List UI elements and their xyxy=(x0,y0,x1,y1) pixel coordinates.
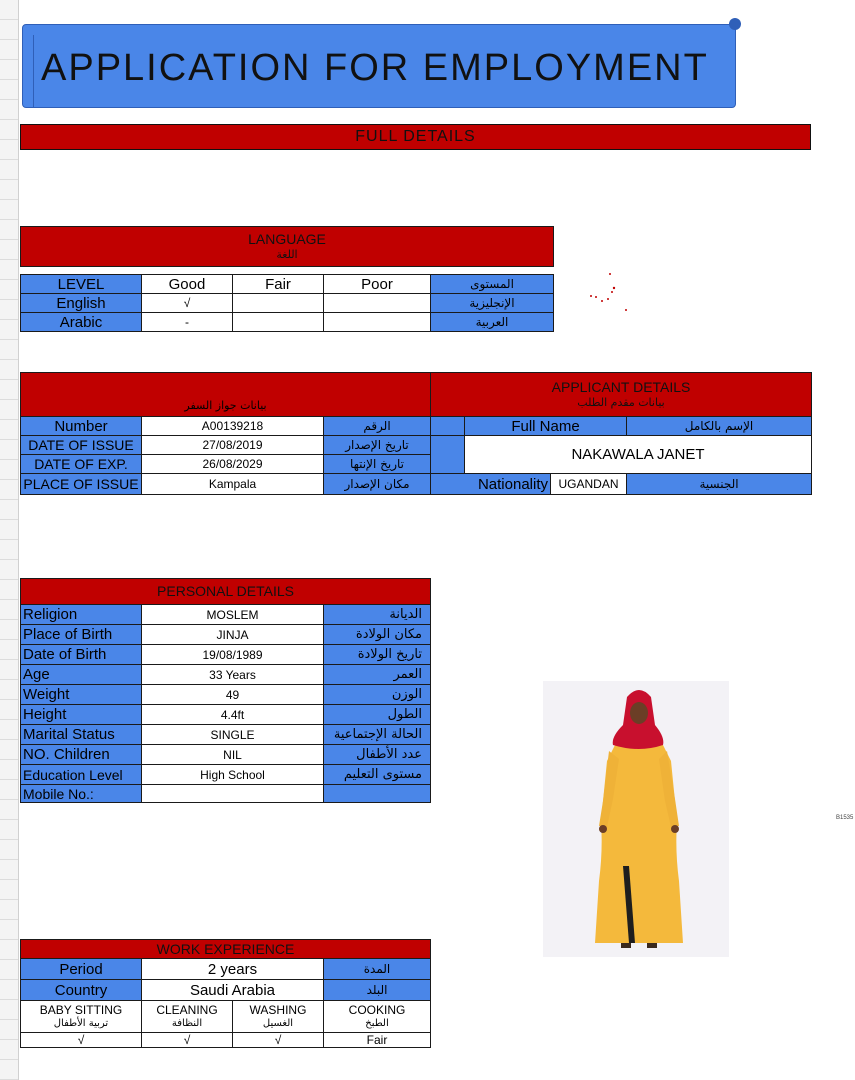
country-label: Country xyxy=(21,980,142,1001)
applicant-title-ar: بيانات مقدم الطلب xyxy=(577,395,665,409)
education-level-label: Education Level xyxy=(21,765,142,785)
skill-washing xyxy=(233,1001,324,1033)
language-title-ar: اللغة xyxy=(276,247,298,261)
applicant-photo xyxy=(543,681,729,957)
fair-header: Fair xyxy=(233,275,324,294)
age-label-ar: العمر xyxy=(324,665,431,685)
religion-label-ar: الديانة xyxy=(324,605,431,625)
date-of-exp-label: DATE OF EXP. xyxy=(21,455,142,474)
date-of-birth-label: Date of Birth xyxy=(21,645,142,665)
period-label: Period xyxy=(21,959,142,980)
mobile-label: Mobile No.: xyxy=(21,785,142,803)
passport-number: A00139218 xyxy=(142,417,324,436)
skill-washing-value: √ xyxy=(233,1033,324,1048)
passport-number-label: Number xyxy=(21,417,142,436)
date-of-issue-label: DATE OF ISSUE xyxy=(21,436,142,455)
skill-baby-sitting-ar: تربية الأطفال xyxy=(53,1017,109,1029)
skill-cleaning-value: √ xyxy=(142,1033,233,1048)
mobile-label-ar xyxy=(324,785,431,803)
nationality-label-ar: الجنسية xyxy=(627,474,812,495)
marital-status-label-ar: الحالة الإجتماعية xyxy=(324,725,431,745)
age-label: Age xyxy=(21,665,142,685)
height-label-ar: الطول xyxy=(324,705,431,725)
nationality-label: Nationality xyxy=(431,474,551,495)
skill-washing-ar: الغسيل xyxy=(262,1017,294,1029)
language-header xyxy=(21,227,554,267)
english-poor xyxy=(324,294,431,313)
page-title: APPLICATION FOR EMPLOYMENT xyxy=(41,47,709,89)
banner-scroll-edge xyxy=(23,35,34,107)
language-title-en: LANGUAGE xyxy=(248,230,326,247)
work-experience-table xyxy=(20,939,431,1048)
full-name-label-ar: الإسم بالكامل xyxy=(627,417,812,436)
weight-label-ar: الوزن xyxy=(324,685,431,705)
language-table xyxy=(20,226,554,332)
personal-details-table xyxy=(20,578,431,803)
period-label-ar: المدة xyxy=(324,959,431,980)
age-value: 33 Years xyxy=(142,665,324,685)
date-of-exp-ar: تاريخ الإنتها xyxy=(324,455,431,474)
personal-details-header: PERSONAL DETAILS xyxy=(21,579,431,605)
children-value: NIL xyxy=(142,745,324,765)
skill-cooking-en: COOKING xyxy=(348,1002,406,1017)
arabic-label-ar: العربية xyxy=(431,313,554,332)
arabic-poor xyxy=(324,313,431,332)
place-of-issue: Kampala xyxy=(142,474,324,495)
weight-value: 49 xyxy=(142,685,324,705)
skill-baby-sitting xyxy=(21,1001,142,1033)
children-label: NO. Children xyxy=(21,745,142,765)
full-details-bar: FULL DETAILS xyxy=(20,124,811,150)
country-value: Saudi Arabia xyxy=(142,980,324,1001)
place-of-birth-label: Place of Birth xyxy=(21,625,142,645)
skill-washing-en: WASHING xyxy=(249,1002,307,1017)
applicant-title-en: APPLICANT DETAILS xyxy=(551,378,691,395)
skill-cleaning-ar: النظافة xyxy=(171,1017,203,1029)
place-of-issue-label: PLACE OF ISSUE xyxy=(21,474,142,495)
date-of-issue: 27/08/2019 xyxy=(142,436,324,455)
weight-label: Weight xyxy=(21,685,142,705)
applicant-header xyxy=(431,373,812,417)
level-header-ar: المستوى xyxy=(431,275,554,294)
skill-baby-sitting-en: BABY SITTING xyxy=(39,1002,123,1017)
arabic-good: - xyxy=(142,313,233,332)
education-level-label-ar: مستوى التعليم xyxy=(324,765,431,785)
country-label-ar: البلد xyxy=(324,980,431,1001)
arabic-label: Arabic xyxy=(21,313,142,332)
date-of-exp: 26/08/2029 xyxy=(142,455,324,474)
english-label: English xyxy=(21,294,142,313)
date-of-birth-value: 19/08/1989 xyxy=(142,645,324,665)
skill-cooking-ar: الطبخ xyxy=(365,1017,389,1029)
place-of-issue-ar: مكان الإصدار xyxy=(324,474,431,495)
period-value: 2 years xyxy=(142,959,324,980)
religion-label: Religion xyxy=(21,605,142,625)
poor-header: Poor xyxy=(324,275,431,294)
mobile-value xyxy=(142,785,324,803)
education-level-value: High School xyxy=(142,765,324,785)
english-label-ar: الإنجليزية xyxy=(431,294,554,313)
date-of-birth-label-ar: تاريخ الولادة xyxy=(324,645,431,665)
place-of-birth-value: JINJA xyxy=(142,625,324,645)
nationality-value: UGANDAN xyxy=(551,474,627,495)
level-header: LEVEL xyxy=(21,275,142,294)
full-name-value: NAKAWALA JANET xyxy=(465,436,812,474)
skill-cleaning xyxy=(142,1001,233,1033)
skill-baby-sitting-value: √ xyxy=(21,1033,142,1048)
row-gutter xyxy=(0,0,19,1080)
english-fair xyxy=(233,294,324,313)
marital-status-label: Marital Status xyxy=(21,725,142,745)
date-of-issue-ar: تاريخ الإصدار xyxy=(324,436,431,455)
decorative-dots xyxy=(588,270,630,314)
religion-value: MOSLEM xyxy=(142,605,324,625)
side-code: B1535 xyxy=(836,815,854,821)
banner-scroll-dot xyxy=(729,18,741,30)
skill-cooking xyxy=(324,1001,431,1033)
skill-cooking-value: Fair xyxy=(324,1033,431,1048)
passport-number-ar: الرقم xyxy=(324,417,431,436)
skill-cleaning-en: CLEANING xyxy=(156,1002,218,1017)
title-banner xyxy=(22,24,736,108)
arabic-fair xyxy=(233,313,324,332)
passport-title-ar: بيانات جواز السفر xyxy=(184,399,267,412)
good-header: Good xyxy=(142,275,233,294)
passport-header xyxy=(21,373,431,417)
marital-status-value: SINGLE xyxy=(142,725,324,745)
english-good: √ xyxy=(142,294,233,313)
work-experience-header: WORK EXPERIENCE xyxy=(21,940,431,959)
height-value: 4.4ft xyxy=(142,705,324,725)
place-of-birth-label-ar: مكان الولادة xyxy=(324,625,431,645)
full-name-label: Full Name xyxy=(465,417,627,436)
children-label-ar: عدد الأطفال xyxy=(324,745,431,765)
passport-applicant-table xyxy=(20,372,812,495)
height-label: Height xyxy=(21,705,142,725)
